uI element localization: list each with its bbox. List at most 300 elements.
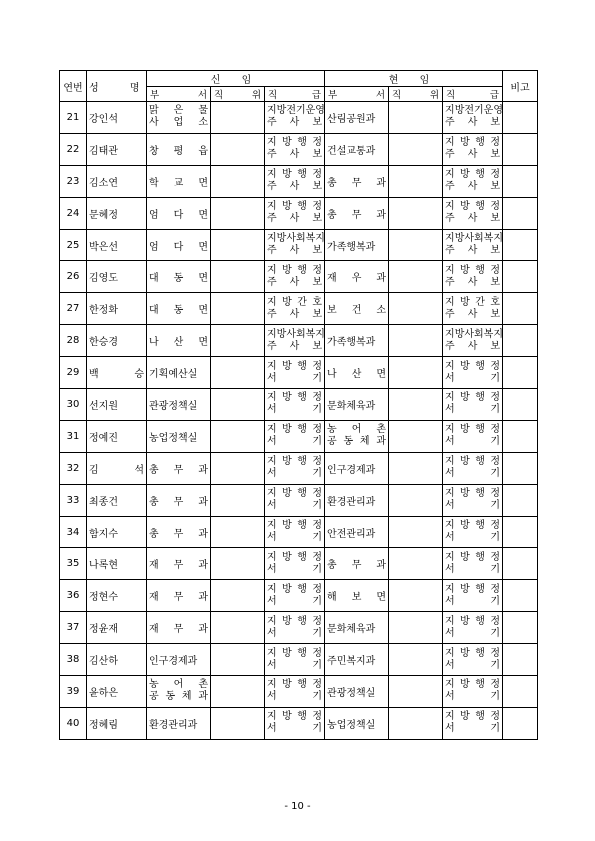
header-new-title: 직 위 [211, 87, 265, 102]
new-grade-line: 서 기 [267, 468, 323, 480]
employee-name: 정윤재 [87, 612, 147, 644]
current-grade [443, 293, 503, 325]
table-row [60, 420, 538, 452]
cur-dept-line: 건설교통과 [327, 145, 376, 157]
new-dept-line: 엄 다 면 [149, 209, 208, 221]
new-dept-line: 학 교 면 [149, 177, 208, 189]
new-grade-line: 지 방 행 정 [267, 583, 323, 595]
new-dept-line: 창 평 읍 [149, 145, 208, 157]
new-dept-line: 사 업 소 [149, 117, 208, 129]
new-grade-line: 지 방 행 정 [267, 201, 323, 213]
employee-name: 김 석 [87, 452, 147, 484]
header-no: 연번 [60, 71, 87, 102]
cur-grade-line: 지방사회복지 [445, 328, 503, 340]
new-grade [265, 197, 325, 229]
new-position [211, 452, 265, 484]
remark-cell [503, 389, 538, 421]
cur-grade-line: 서 기 [445, 627, 501, 639]
current-position [389, 261, 443, 293]
current-position [389, 133, 443, 165]
header-remark: 비고 [503, 71, 538, 102]
cur-grade-line: 지 방 행 정 [445, 615, 501, 627]
current-department [325, 484, 389, 516]
new-department [147, 229, 211, 261]
current-grade [443, 548, 503, 580]
employee-name: 박은선 [87, 229, 147, 261]
current-grade [443, 261, 503, 293]
current-position [389, 357, 443, 389]
new-grade-line: 주 사 보 [267, 181, 323, 193]
current-grade [443, 197, 503, 229]
remark-cell [503, 325, 538, 357]
row-number: 26 [60, 261, 87, 293]
remark-cell [503, 357, 538, 389]
new-grade [265, 133, 325, 165]
row-number: 22 [60, 133, 87, 165]
header-new-group: 신 임 [147, 71, 325, 87]
remark-cell [503, 548, 538, 580]
new-grade-line: 지 방 행 정 [267, 456, 323, 468]
table-row [60, 133, 538, 165]
cur-grade-line: 서 기 [445, 500, 501, 512]
employee-name: 백 승 [87, 357, 147, 389]
new-dept-line: 재 무 과 [149, 624, 208, 636]
employee-name: 문혜정 [87, 197, 147, 229]
new-department [147, 420, 211, 452]
new-position [211, 197, 265, 229]
new-dept-line: 대 동 면 [149, 273, 208, 285]
remark-cell [503, 197, 538, 229]
new-position [211, 676, 265, 708]
current-grade [443, 133, 503, 165]
new-grade-line: 지 방 행 정 [267, 488, 323, 500]
new-dept-line: 농업정책실 [149, 432, 198, 444]
current-position [389, 612, 443, 644]
cur-dept-line: 총 무 과 [327, 560, 387, 572]
new-grade [265, 516, 325, 548]
employee-name: 나록현 [87, 548, 147, 580]
cur-dept-line: 인구경제과 [327, 464, 376, 476]
new-grade-line: 지 방 행 정 [267, 264, 323, 276]
new-department [147, 165, 211, 197]
new-grade-line: 서 기 [267, 500, 323, 512]
cur-grade-line: 서 기 [445, 532, 501, 544]
new-position [211, 389, 265, 421]
current-position [389, 580, 443, 612]
cur-dept-line: 농 어 촌 [327, 424, 387, 436]
cur-dept-line: 주민복지과 [327, 656, 376, 668]
current-department [325, 325, 389, 357]
cur-grade-line: 지 방 행 정 [445, 679, 501, 691]
cur-dept-line: 공 동 체 과 [327, 436, 387, 448]
new-grade-line: 서 기 [267, 372, 323, 384]
remark-cell [503, 102, 538, 134]
new-grade-line: 지 방 행 정 [267, 551, 323, 563]
new-grade-line: 서 기 [267, 563, 323, 575]
new-grade-line: 지방사회복지 [267, 328, 325, 340]
page-number: - 10 - [284, 801, 311, 812]
cur-grade-line: 지 방 행 정 [445, 264, 501, 276]
remark-cell [503, 516, 538, 548]
row-number: 37 [60, 612, 87, 644]
cur-dept-line: 문화체육과 [327, 624, 376, 636]
current-position [389, 389, 443, 421]
current-department [325, 293, 389, 325]
new-grade [265, 261, 325, 293]
new-grade-line: 주 사 보 [267, 245, 323, 256]
new-grade-line: 서 기 [267, 659, 323, 671]
new-grade-line: 서 기 [267, 404, 323, 416]
table-row [60, 452, 538, 484]
header-new-dept: 부 서 [147, 87, 211, 102]
header-current-title: 직 위 [389, 87, 443, 102]
employee-name: 정현수 [87, 580, 147, 612]
current-department [325, 516, 389, 548]
cur-grade-line: 서 기 [445, 436, 501, 448]
new-grade [265, 676, 325, 708]
current-department [325, 644, 389, 676]
remark-cell [503, 612, 538, 644]
current-position [389, 325, 443, 357]
row-number: 27 [60, 293, 87, 325]
employee-name: 한정화 [87, 293, 147, 325]
cur-grade-line: 서 기 [445, 691, 501, 703]
new-dept-line: 재 무 과 [149, 592, 208, 604]
new-grade-line: 지 방 행 정 [267, 169, 323, 181]
current-grade [443, 357, 503, 389]
table-row [60, 261, 538, 293]
cur-grade-line: 서 기 [445, 659, 501, 671]
current-grade [443, 165, 503, 197]
row-number: 35 [60, 548, 87, 580]
new-position [211, 548, 265, 580]
cur-dept-line: 농업정책실 [327, 719, 376, 731]
header-current-group: 현 임 [325, 71, 503, 87]
new-grade [265, 357, 325, 389]
cur-grade-line: 지 방 행 정 [445, 201, 501, 213]
cur-dept-line: 총 무 과 [327, 209, 387, 221]
new-grade-line: 지 방 행 정 [267, 615, 323, 627]
current-department [325, 612, 389, 644]
row-number: 32 [60, 452, 87, 484]
cur-grade-line: 서 기 [445, 595, 501, 607]
employee-name: 김영도 [87, 261, 147, 293]
current-department [325, 389, 389, 421]
new-grade-line: 주 사 보 [267, 340, 323, 352]
remark-cell [503, 484, 538, 516]
new-dept-line: 나 산 면 [149, 337, 208, 349]
cur-grade-line: 주 사 보 [445, 308, 501, 320]
new-grade [265, 612, 325, 644]
new-grade-line: 지방사회복지 [267, 233, 325, 244]
current-department [325, 261, 389, 293]
new-dept-line: 농 어 촌 [149, 679, 208, 691]
new-dept-line: 재 무 과 [149, 560, 208, 572]
row-number: 24 [60, 197, 87, 229]
row-number: 39 [60, 676, 87, 708]
current-grade [443, 676, 503, 708]
new-grade-line: 서 기 [267, 595, 323, 607]
new-grade-line: 지방전기운영 [267, 105, 325, 117]
cur-grade-line: 주 사 보 [445, 340, 501, 352]
table-row [60, 389, 538, 421]
current-grade [443, 389, 503, 421]
table-row [60, 357, 538, 389]
new-dept-line: 엄 다 면 [149, 241, 208, 253]
new-dept-line: 총 무 과 [149, 528, 208, 540]
table-row [60, 516, 538, 548]
table-row [60, 676, 538, 708]
new-department [147, 197, 211, 229]
new-department [147, 325, 211, 357]
current-grade [443, 325, 503, 357]
current-position [389, 676, 443, 708]
new-grade [265, 644, 325, 676]
new-position [211, 133, 265, 165]
current-position [389, 707, 443, 739]
cur-grade-line: 지 방 행 정 [445, 520, 501, 532]
current-department [325, 452, 389, 484]
table-row [60, 580, 538, 612]
current-position [389, 102, 443, 134]
new-department [147, 293, 211, 325]
new-position [211, 357, 265, 389]
new-department [147, 102, 211, 134]
new-grade-line: 지 방 행 정 [267, 424, 323, 436]
new-grade-line: 주 사 보 [267, 276, 323, 288]
cur-grade-line: 지 방 행 정 [445, 137, 501, 149]
remark-cell [503, 644, 538, 676]
header-current-dept: 부 서 [325, 87, 389, 102]
cur-grade-line: 지방전기운영 [445, 105, 503, 117]
row-number: 34 [60, 516, 87, 548]
employee-name: 정혜림 [87, 707, 147, 739]
current-position [389, 165, 443, 197]
current-position [389, 293, 443, 325]
remark-cell [503, 165, 538, 197]
new-grade [265, 452, 325, 484]
new-dept-line: 총 무 과 [149, 496, 208, 508]
table-row [60, 707, 538, 739]
new-grade-line: 주 사 보 [267, 117, 323, 129]
new-dept-line: 환경관리과 [149, 719, 198, 731]
row-number: 36 [60, 580, 87, 612]
current-position [389, 484, 443, 516]
current-department [325, 357, 389, 389]
cur-grade-line: 지 방 행 정 [445, 169, 501, 181]
current-grade [443, 644, 503, 676]
header-current-grade: 직 급 [443, 87, 503, 102]
table-row [60, 165, 538, 197]
current-department [325, 133, 389, 165]
remark-cell [503, 133, 538, 165]
new-grade-line: 지 방 행 정 [267, 520, 323, 532]
cur-grade-line: 지 방 행 정 [445, 488, 501, 500]
row-number: 23 [60, 165, 87, 197]
row-number: 31 [60, 420, 87, 452]
remark-cell [503, 707, 538, 739]
new-grade-line: 서 기 [267, 723, 323, 735]
current-grade [443, 580, 503, 612]
cur-grade-line: 주 사 보 [445, 213, 501, 225]
new-grade [265, 707, 325, 739]
employee-name: 강인석 [87, 102, 147, 134]
new-grade [265, 548, 325, 580]
current-position [389, 548, 443, 580]
new-department [147, 676, 211, 708]
cur-grade-line: 주 사 보 [445, 276, 501, 288]
new-position [211, 293, 265, 325]
new-grade-line: 지 방 행 정 [267, 137, 323, 149]
cur-dept-line: 문화체육과 [327, 400, 376, 412]
current-department [325, 102, 389, 134]
cur-grade-line: 서 기 [445, 563, 501, 575]
cur-dept-line: 해 보 면 [327, 592, 387, 604]
new-grade-line: 주 사 보 [267, 213, 323, 225]
current-grade [443, 229, 503, 261]
new-grade-line: 지 방 간 호 [267, 296, 323, 308]
cur-dept-line: 환경관리과 [327, 496, 376, 508]
row-number: 28 [60, 325, 87, 357]
current-grade [443, 452, 503, 484]
new-grade-line: 서 기 [267, 532, 323, 544]
new-position [211, 644, 265, 676]
new-dept-line: 공 동 체 과 [149, 691, 208, 703]
row-number: 33 [60, 484, 87, 516]
row-number: 29 [60, 357, 87, 389]
row-number: 25 [60, 229, 87, 261]
new-department [147, 516, 211, 548]
cur-grade-line: 지 방 행 정 [445, 583, 501, 595]
cur-grade-line: 지 방 행 정 [445, 711, 501, 723]
current-position [389, 229, 443, 261]
new-position [211, 102, 265, 134]
new-dept-line: 기획예산실 [149, 369, 198, 381]
new-position [211, 420, 265, 452]
cur-grade-line: 주 사 보 [445, 117, 501, 129]
current-grade [443, 612, 503, 644]
cur-grade-line: 지 방 간 호 [445, 296, 501, 308]
row-number: 38 [60, 644, 87, 676]
cur-grade-line: 지 방 행 정 [445, 551, 501, 563]
new-position [211, 580, 265, 612]
table-row [60, 325, 538, 357]
new-department [147, 580, 211, 612]
employee-name: 선지원 [87, 389, 147, 421]
new-department [147, 548, 211, 580]
cur-grade-line: 주 사 보 [445, 149, 501, 161]
new-dept-line: 대 동 면 [149, 305, 208, 317]
header-name: 성 명 [87, 71, 147, 102]
remark-cell [503, 452, 538, 484]
current-grade [443, 516, 503, 548]
cur-dept-line: 총 무 과 [327, 177, 387, 189]
current-position [389, 420, 443, 452]
new-department [147, 261, 211, 293]
employee-name: 김소연 [87, 165, 147, 197]
new-grade [265, 420, 325, 452]
cur-dept-line: 나 산 면 [327, 369, 387, 381]
new-department [147, 357, 211, 389]
table-row [60, 229, 538, 261]
remark-cell [503, 229, 538, 261]
new-grade [265, 102, 325, 134]
cur-dept-line: 안전관리과 [327, 528, 376, 540]
cur-grade-line: 주 사 보 [445, 245, 501, 256]
cur-dept-line: 재 우 과 [327, 273, 387, 285]
cur-grade-line: 지 방 행 정 [445, 392, 501, 404]
new-department [147, 133, 211, 165]
current-department [325, 420, 389, 452]
new-position [211, 484, 265, 516]
current-position [389, 197, 443, 229]
table-row [60, 197, 538, 229]
new-dept-line: 맑 은 물 [149, 105, 208, 117]
remark-cell [503, 261, 538, 293]
new-department [147, 707, 211, 739]
new-grade-line: 지 방 행 정 [267, 679, 323, 691]
new-grade [265, 229, 325, 261]
current-department [325, 165, 389, 197]
new-grade [265, 484, 325, 516]
table-row [60, 102, 538, 134]
cur-dept-line: 가족행복과 [327, 241, 376, 253]
new-grade [265, 325, 325, 357]
new-dept-line: 총 무 과 [149, 464, 208, 476]
new-grade-line: 주 사 보 [267, 308, 323, 320]
new-grade-line: 주 사 보 [267, 149, 323, 161]
new-grade-line: 지 방 행 정 [267, 360, 323, 372]
cur-grade-line: 지 방 행 정 [445, 424, 501, 436]
cur-dept-line: 산림공원과 [327, 113, 376, 125]
new-department [147, 644, 211, 676]
new-grade-line: 지 방 행 정 [267, 392, 323, 404]
employee-name: 김태관 [87, 133, 147, 165]
personnel-table [59, 70, 538, 740]
table-row [60, 612, 538, 644]
cur-grade-line: 서 기 [445, 404, 501, 416]
cur-grade-line: 지 방 행 정 [445, 647, 501, 659]
new-department [147, 484, 211, 516]
employee-name: 정예진 [87, 420, 147, 452]
new-grade [265, 293, 325, 325]
new-grade [265, 580, 325, 612]
table-row [60, 644, 538, 676]
new-dept-line: 인구경제과 [149, 656, 198, 668]
new-department [147, 389, 211, 421]
row-number: 30 [60, 389, 87, 421]
current-position [389, 516, 443, 548]
cur-grade-line: 지방사회복지 [445, 233, 503, 244]
new-position [211, 707, 265, 739]
cur-dept-line: 가족행복과 [327, 337, 376, 349]
new-dept-line: 관광정책실 [149, 400, 198, 412]
row-number: 21 [60, 102, 87, 134]
remark-cell [503, 293, 538, 325]
table-row [60, 548, 538, 580]
new-position [211, 165, 265, 197]
current-grade [443, 707, 503, 739]
current-grade [443, 484, 503, 516]
new-grade-line: 서 기 [267, 436, 323, 448]
new-grade [265, 165, 325, 197]
cur-dept-line: 보 건 소 [327, 305, 387, 317]
table-row [60, 293, 538, 325]
current-department [325, 707, 389, 739]
cur-grade-line: 지 방 행 정 [445, 360, 501, 372]
new-position [211, 516, 265, 548]
current-department [325, 197, 389, 229]
